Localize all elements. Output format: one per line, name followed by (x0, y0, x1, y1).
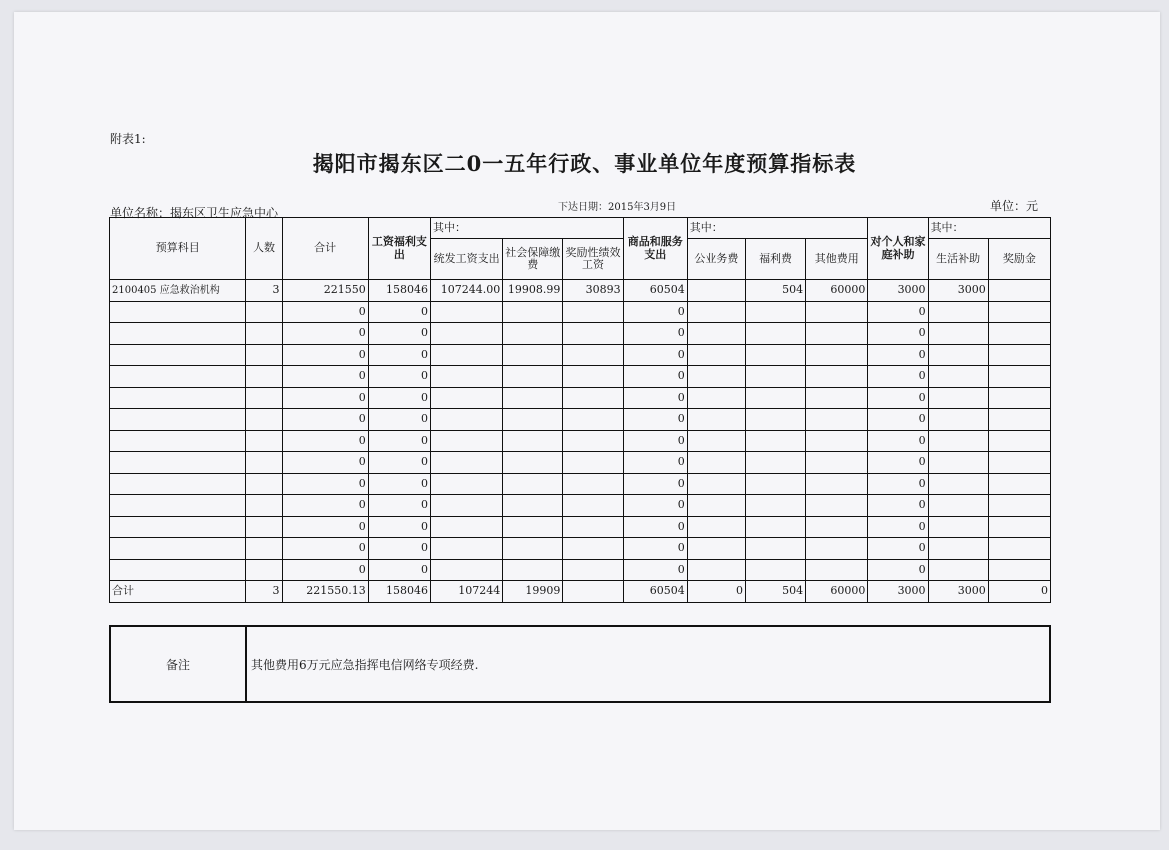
cell-goods: 0 (623, 495, 687, 517)
cell-wage: 0 (368, 344, 430, 366)
cell-bonus: 30893 (563, 280, 623, 302)
cell-social (503, 366, 563, 388)
cell-goods: 0 (623, 430, 687, 452)
cell-personal: 0 (868, 495, 928, 517)
cell-total: 0 (282, 538, 368, 560)
cell-subject (110, 516, 246, 538)
cell-wage: 158046 (368, 581, 430, 603)
cell-reward (988, 473, 1050, 495)
col-people-header: 人数 (246, 218, 282, 280)
cell-social: 19908.99 (503, 280, 563, 302)
cell-goods: 0 (623, 538, 687, 560)
cell-unified-wage (430, 430, 502, 452)
col-goods-header: 商品和服务支出 (623, 218, 687, 280)
cell-other (806, 301, 868, 323)
cell-bonus (563, 581, 623, 603)
cell-people (246, 495, 282, 517)
unit-name: 单位名称：揭东区卫生应急中心 (110, 206, 279, 220)
cell-bonus (563, 409, 623, 431)
cell-other (806, 473, 868, 495)
cell-people: 3 (246, 581, 282, 603)
cell-official (687, 409, 745, 431)
cell-reward (988, 559, 1050, 581)
notes-text: 其他费用6万元应急指挥电信网络专项经费. (246, 626, 1050, 702)
cell-welfare (745, 516, 805, 538)
cell-bonus (563, 301, 623, 323)
cell-other (806, 430, 868, 452)
cell-welfare (745, 430, 805, 452)
cell-wage: 0 (368, 387, 430, 409)
cell-subject (110, 430, 246, 452)
notes-table (109, 625, 1051, 703)
cell-subject: 合计 (110, 581, 246, 603)
currency-unit: 单位：元 (990, 199, 1039, 213)
cell-official (687, 452, 745, 474)
cell-subject (110, 323, 246, 345)
cell-total: 0 (282, 387, 368, 409)
cell-wage: 0 (368, 366, 430, 388)
col-among2-header: 其中： (687, 218, 868, 239)
cell-living: 3000 (928, 581, 988, 603)
cell-bonus (563, 344, 623, 366)
cell-people (246, 366, 282, 388)
col-reward-header: 奖励金 (988, 239, 1050, 280)
cell-unified-wage (430, 538, 502, 560)
cell-people (246, 516, 282, 538)
cell-welfare (745, 495, 805, 517)
col-social-header: 社会保障缴费 (503, 239, 563, 280)
cell-unified-wage: 107244.00 (430, 280, 502, 302)
table-row (110, 559, 1051, 581)
cell-total: 0 (282, 301, 368, 323)
cell-goods: 0 (623, 323, 687, 345)
notes-label: 备注 (110, 626, 246, 702)
cell-social (503, 409, 563, 431)
cell-goods: 60504 (623, 581, 687, 603)
table-row (110, 366, 1051, 388)
cell-goods: 0 (623, 387, 687, 409)
cell-bonus (563, 559, 623, 581)
cell-welfare (745, 538, 805, 560)
table-row (110, 473, 1051, 495)
table-row (110, 430, 1051, 452)
cell-subject (110, 473, 246, 495)
cell-welfare (745, 452, 805, 474)
cell-reward (988, 280, 1050, 302)
cell-subject (110, 301, 246, 323)
cell-personal: 3000 (868, 280, 928, 302)
cell-total: 0 (282, 495, 368, 517)
cell-unified-wage (430, 452, 502, 474)
cell-welfare (745, 366, 805, 388)
cell-wage: 0 (368, 559, 430, 581)
cell-living (928, 516, 988, 538)
header-row-1 (110, 218, 1051, 239)
cell-welfare (745, 323, 805, 345)
cell-people: 3 (246, 280, 282, 302)
cell-other (806, 323, 868, 345)
col-other-header: 其他费用 (806, 239, 868, 280)
cell-other (806, 452, 868, 474)
cell-official (687, 280, 745, 302)
attachment-label: 附表1: (110, 132, 146, 146)
cell-bonus (563, 323, 623, 345)
cell-living (928, 430, 988, 452)
cell-living (928, 559, 988, 581)
cell-living (928, 495, 988, 517)
cell-personal: 0 (868, 344, 928, 366)
document-title: 揭阳市揭东区二0一五年行政、事业单位年度预算指标表 (312, 151, 857, 176)
cell-living: 3000 (928, 280, 988, 302)
table-row (110, 452, 1051, 474)
cell-reward (988, 452, 1050, 474)
cell-official (687, 516, 745, 538)
cell-subject (110, 366, 246, 388)
cell-total: 0 (282, 366, 368, 388)
cell-reward (988, 516, 1050, 538)
cell-social (503, 452, 563, 474)
cell-bonus (563, 452, 623, 474)
cell-official (687, 366, 745, 388)
cell-bonus (563, 495, 623, 517)
cell-unified-wage (430, 409, 502, 431)
table-row (110, 516, 1051, 538)
cell-living (928, 301, 988, 323)
cell-total: 0 (282, 452, 368, 474)
cell-subject (110, 387, 246, 409)
cell-personal: 0 (868, 430, 928, 452)
issue-date: 下达日期：2015年3月9日 (558, 202, 677, 213)
cell-other (806, 559, 868, 581)
cell-subject (110, 409, 246, 431)
cell-reward (988, 323, 1050, 345)
cell-living (928, 473, 988, 495)
cell-goods: 0 (623, 452, 687, 474)
cell-social (503, 344, 563, 366)
col-wage-header: 工资福利支出 (368, 218, 430, 280)
cell-total: 0 (282, 409, 368, 431)
cell-welfare (745, 387, 805, 409)
cell-wage: 0 (368, 323, 430, 345)
cell-goods: 0 (623, 473, 687, 495)
cell-official (687, 387, 745, 409)
col-welfare-header: 福利费 (745, 239, 805, 280)
cell-official (687, 559, 745, 581)
cell-personal: 0 (868, 366, 928, 388)
cell-social (503, 323, 563, 345)
cell-other (806, 366, 868, 388)
cell-welfare: 504 (745, 581, 805, 603)
cell-wage: 0 (368, 473, 430, 495)
cell-living (928, 452, 988, 474)
cell-official (687, 538, 745, 560)
cell-wage: 0 (368, 301, 430, 323)
cell-people (246, 473, 282, 495)
col-personal-header: 对个人和家庭补助 (868, 218, 928, 280)
cell-other: 60000 (806, 280, 868, 302)
cell-unified-wage (430, 473, 502, 495)
cell-reward (988, 409, 1050, 431)
cell-goods: 0 (623, 409, 687, 431)
cell-living (928, 387, 988, 409)
table-row (110, 387, 1051, 409)
budget-table (109, 217, 1051, 603)
cell-unified-wage (430, 344, 502, 366)
cell-goods: 0 (623, 366, 687, 388)
cell-reward: 0 (988, 581, 1050, 603)
cell-goods: 0 (623, 344, 687, 366)
cell-social (503, 559, 563, 581)
cell-other (806, 344, 868, 366)
cell-personal: 0 (868, 473, 928, 495)
cell-subject (110, 452, 246, 474)
table-row (110, 344, 1051, 366)
cell-total: 0 (282, 323, 368, 345)
cell-total: 0 (282, 430, 368, 452)
cell-wage: 0 (368, 538, 430, 560)
cell-welfare (745, 559, 805, 581)
table-row (110, 538, 1051, 560)
cell-total: 0 (282, 473, 368, 495)
cell-social (503, 301, 563, 323)
cell-reward (988, 538, 1050, 560)
cell-other (806, 538, 868, 560)
cell-wage: 0 (368, 430, 430, 452)
cell-people (246, 344, 282, 366)
cell-people (246, 323, 282, 345)
cell-people (246, 559, 282, 581)
cell-bonus (563, 473, 623, 495)
cell-personal: 0 (868, 301, 928, 323)
cell-total: 0 (282, 559, 368, 581)
cell-wage: 158046 (368, 280, 430, 302)
col-unified-wage-header: 统发工资支出 (430, 239, 502, 280)
cell-official (687, 323, 745, 345)
cell-social (503, 387, 563, 409)
cell-wage: 0 (368, 516, 430, 538)
cell-bonus (563, 516, 623, 538)
cell-social: 19909 (503, 581, 563, 603)
cell-welfare (745, 301, 805, 323)
cell-people (246, 387, 282, 409)
col-among1-header: 其中： (430, 218, 623, 239)
cell-other (806, 495, 868, 517)
cell-wage: 0 (368, 409, 430, 431)
cell-goods: 0 (623, 301, 687, 323)
cell-bonus (563, 538, 623, 560)
cell-unified-wage (430, 387, 502, 409)
cell-personal: 3000 (868, 581, 928, 603)
cell-personal: 0 (868, 452, 928, 474)
cell-total: 0 (282, 344, 368, 366)
cell-official (687, 430, 745, 452)
cell-people (246, 430, 282, 452)
cell-social (503, 473, 563, 495)
cell-reward (988, 387, 1050, 409)
totals-row (110, 581, 1051, 603)
cell-unified-wage (430, 301, 502, 323)
cell-unified-wage (430, 559, 502, 581)
cell-unified-wage (430, 366, 502, 388)
cell-bonus (563, 366, 623, 388)
cell-unified-wage (430, 323, 502, 345)
col-total-header: 合计 (282, 218, 368, 280)
cell-total: 0 (282, 516, 368, 538)
cell-welfare (745, 473, 805, 495)
cell-unified-wage (430, 495, 502, 517)
cell-official: 0 (687, 581, 745, 603)
cell-subject (110, 495, 246, 517)
cell-unified-wage (430, 516, 502, 538)
cell-unified-wage: 107244 (430, 581, 502, 603)
cell-people (246, 409, 282, 431)
cell-personal: 0 (868, 387, 928, 409)
table-row (110, 409, 1051, 431)
cell-living (928, 538, 988, 560)
cell-total: 221550 (282, 280, 368, 302)
cell-welfare: 504 (745, 280, 805, 302)
col-living-header: 生活补助 (928, 239, 988, 280)
cell-wage: 0 (368, 495, 430, 517)
cell-subject: 2100405 应急救治机构 (110, 280, 246, 302)
cell-living (928, 323, 988, 345)
cell-bonus (563, 387, 623, 409)
cell-welfare (745, 409, 805, 431)
col-among3-header: 其中： (928, 218, 1050, 239)
cell-personal: 0 (868, 409, 928, 431)
cell-other (806, 387, 868, 409)
cell-other: 60000 (806, 581, 868, 603)
cell-reward (988, 430, 1050, 452)
cell-total: 221550.13 (282, 581, 368, 603)
cell-subject (110, 559, 246, 581)
cell-welfare (745, 344, 805, 366)
cell-personal: 0 (868, 538, 928, 560)
cell-social (503, 538, 563, 560)
cell-people (246, 452, 282, 474)
col-bonus-header: 奖励性绩效工资 (563, 239, 623, 280)
cell-goods: 0 (623, 516, 687, 538)
cell-living (928, 344, 988, 366)
cell-living (928, 366, 988, 388)
cell-social (503, 430, 563, 452)
cell-social (503, 495, 563, 517)
cell-official (687, 495, 745, 517)
cell-personal: 0 (868, 559, 928, 581)
cell-official (687, 473, 745, 495)
cell-people (246, 301, 282, 323)
cell-reward (988, 301, 1050, 323)
col-subject-header: 预算科目 (110, 218, 246, 280)
cell-other (806, 516, 868, 538)
cell-reward (988, 344, 1050, 366)
cell-people (246, 538, 282, 560)
cell-reward (988, 366, 1050, 388)
table-row (110, 495, 1051, 517)
cell-social (503, 516, 563, 538)
cell-other (806, 409, 868, 431)
cell-personal: 0 (868, 516, 928, 538)
cell-official (687, 344, 745, 366)
cell-personal: 0 (868, 323, 928, 345)
cell-reward (988, 495, 1050, 517)
cell-official (687, 301, 745, 323)
cell-living (928, 409, 988, 431)
table-row (110, 301, 1051, 323)
col-official-header: 公业务费 (687, 239, 745, 280)
cell-subject (110, 344, 246, 366)
cell-goods: 0 (623, 559, 687, 581)
cell-bonus (563, 430, 623, 452)
cell-wage: 0 (368, 452, 430, 474)
cell-goods: 60504 (623, 280, 687, 302)
table-row (110, 280, 1051, 302)
cell-subject (110, 538, 246, 560)
table-row (110, 323, 1051, 345)
